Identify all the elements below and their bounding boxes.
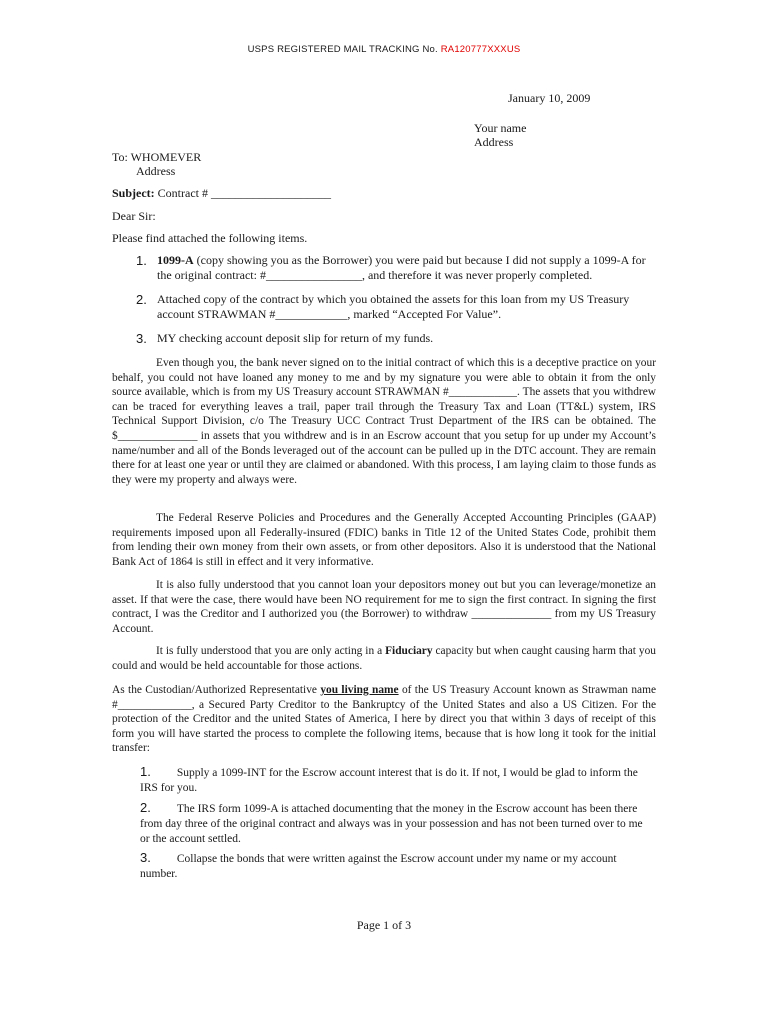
sender-block: [474, 121, 526, 149]
list-item: [136, 292, 658, 322]
recipient-to: To: WHOMEVER: [112, 150, 202, 164]
sender-name: Your name: [474, 121, 527, 135]
tracking-header: [0, 44, 768, 55]
directive-text: The IRS form 1099-A is attached documenting that the money in the Escrow account has been there from day three of the original contract and always was in your possession and has not been turned over to me or the account settled.: [140, 803, 643, 845]
list-item-text: Attached copy of the contract by which you obtained the assets for this loan from my US Treasury account STRAWMAN #____________, marked “Accepted For Value”.: [157, 292, 630, 321]
directive-item: [140, 850, 654, 882]
directive-item: [140, 800, 654, 847]
living-name-bold: you living name: [320, 684, 399, 696]
directive-number: 3.: [140, 850, 151, 865]
list-number: 1.: [136, 253, 147, 268]
list-item-bold: 1099-A: [157, 253, 194, 267]
directive-number: 1.: [140, 764, 151, 779]
paragraph-federal-reserve: The Federal Reserve Policies and Procedures and the Generally Accepted Accounting Principles (GAAP) requirements imposed upon all Federally-insured (FDIC) banks in Title 12 of the United States Code, prohibit them from lending their own money from their own assets, or from other depositors. Also it is understood that the National Bank Act of 1864 is still in effect and it very informative.: [112, 512, 656, 568]
list-item-text: MY checking account deposit slip for return of my funds.: [157, 331, 434, 345]
subject-label: Subject:: [112, 186, 155, 200]
tracking-number: RA120777XXXUS: [440, 44, 521, 55]
directive-number: 2.: [140, 800, 151, 815]
recipient-address: Address: [136, 164, 176, 178]
directive-text: Collapse the bonds that were written against the Escrow account under my name or my account number.: [140, 853, 617, 880]
fiduciary-bold: Fiduciary: [385, 645, 433, 657]
paragraph-leverage: It is also fully understood that you cannot loan your depositors money out but you can leverage/monetize an asset. If that were the case, there would have been NO requirement for me to sign the first contract. In signing the first contract, I was the Creditor and I authorized you (the Borrower) to withdraw ______________ from my US Treasury Account.: [112, 579, 656, 635]
subject-text: Contract # ____________________: [154, 186, 331, 200]
letter-date: January 10, 2009: [508, 91, 591, 105]
salutation: Dear Sir:: [112, 209, 156, 223]
paragraph-escrow: Even though you, the bank never signed on to the initial contract of which this is a deceptive practice on your behalf, you could not have loaned any money to me and by my signature you were able to obtain it from the only source available, which is from my US Treasury account STRAWMAN #____________. The assets that you withdrew can be traced for everything leaves a trail, paper trail through the Treasury Tax and Loan (TT&L) system, IRS Technical Support Division, c/o The Treasury UCC Contract Trust Department of the IRS can be obtained. The $______________ in assets that you withdrew and is in an Escrow account that you setup for up under my Account’s name/number and all of the Bonds leveraged out of the account can be pulled up in the DTC account. They are remain there for at least one year or until they are claimed or abandoned. With this process, I am laying claim to those funds as they were my property and always were.: [112, 357, 656, 486]
sender-address: Address: [474, 135, 514, 149]
directive-text: Supply a 1099-INT for the Escrow account interest that is do it. If not, I would be glad to inform the IRS for you.: [140, 767, 638, 794]
paragraph-text: capacity but when caught causing harm that you could and would be held accountable for those actions.: [112, 645, 656, 672]
paragraph-custodian: [112, 683, 656, 756]
directive-item: [140, 764, 654, 796]
page-number-footer: Page 1 of 3: [356, 918, 412, 932]
paragraph-fiduciary: [112, 644, 656, 673]
recipient-block: [112, 150, 201, 178]
list-item-text: (copy showing you as the Borrower) you were paid but because I did not supply a 1099-A for the original contract: #________________, and therefore it was never properly completed.: [157, 253, 646, 282]
list-item: [136, 253, 658, 283]
paragraph-text: of the US Treasury Account known as Strawman name #_____________, a Secured Party Creditor to the Bankruptcy of the United States and also a US Citizen. For the protection of the Creditor and the united States of America, I here by direct you that within 3 days of receipt of this form you will have started the process to complete the following items, because that is how long it took for the initial transfer:: [112, 684, 657, 755]
subject-line: [112, 186, 331, 201]
paragraph-text: It is fully understood that you are only acting in a: [156, 645, 386, 657]
intro-line: Please find attached the following items.: [112, 231, 308, 245]
list-number: 2.: [136, 292, 147, 307]
paragraph-text: As the Custodian/Authorized Representative: [112, 684, 321, 696]
tracking-label: USPS REGISTERED MAIL TRACKING No.: [247, 44, 441, 55]
list-number: 3.: [136, 331, 147, 346]
list-item: [136, 331, 658, 347]
